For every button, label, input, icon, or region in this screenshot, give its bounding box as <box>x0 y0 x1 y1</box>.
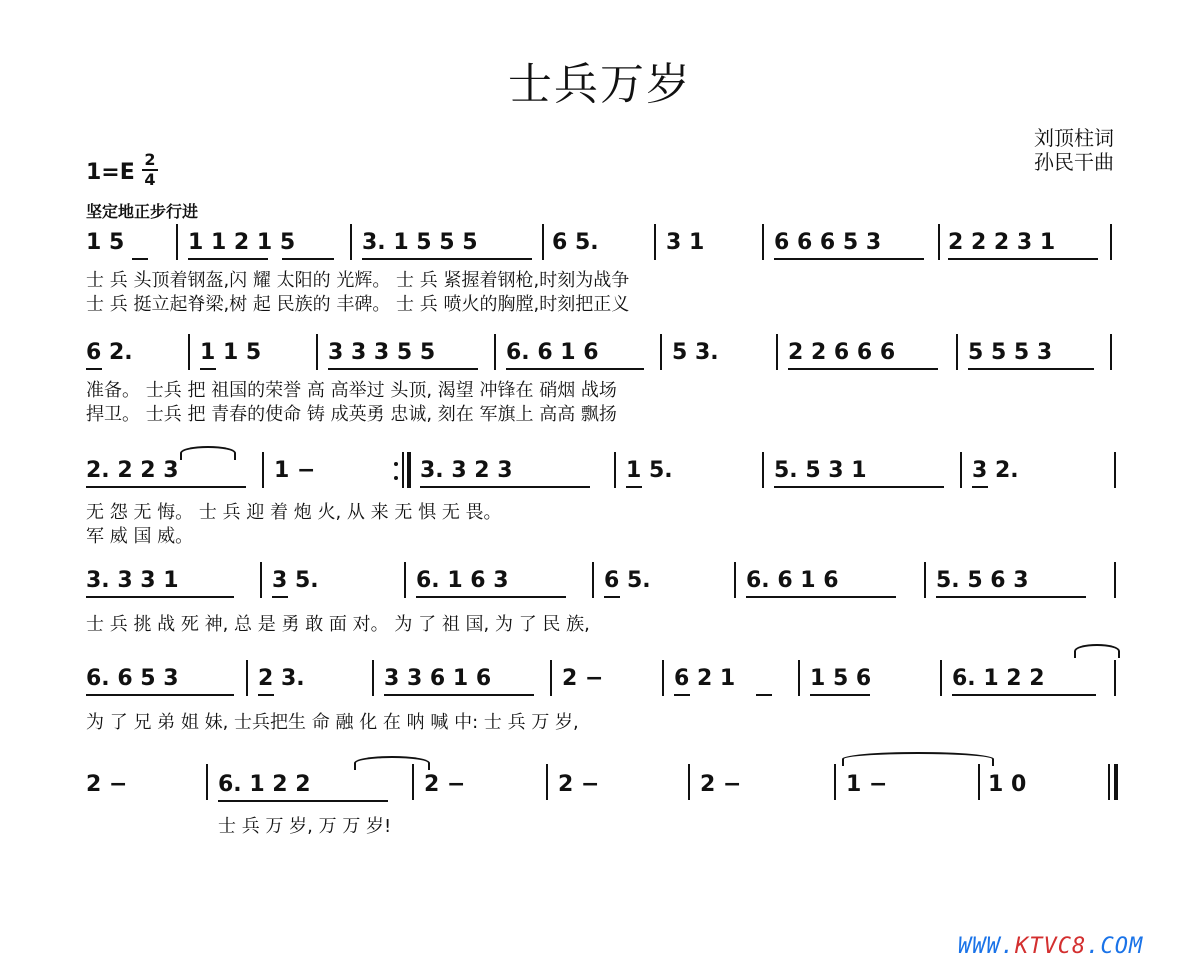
barline-thick <box>407 452 411 488</box>
tie-slur <box>842 752 994 766</box>
underline <box>132 258 148 260</box>
barline <box>614 452 616 488</box>
barline <box>654 224 656 260</box>
final-barline-thick <box>1114 764 1118 800</box>
underline <box>774 258 924 260</box>
lyricist-credit: 刘顶柱词 <box>1034 126 1114 150</box>
barline <box>206 764 208 800</box>
time-numerator: 2 <box>142 151 158 171</box>
measure-notes: 6. 1 6 3 <box>416 568 509 593</box>
barline <box>956 334 958 370</box>
barline <box>246 660 248 696</box>
barline <box>546 764 548 800</box>
barline <box>550 660 552 696</box>
underline <box>972 486 988 488</box>
lyric-line-2: 军 威 国 威。 <box>86 526 194 547</box>
measure-notes: 6. 6 1 6 <box>746 568 839 593</box>
tie-slur <box>180 446 236 460</box>
underline <box>416 596 566 598</box>
lyric-line-1: 士 兵 头顶着钢盔,闪 耀 太阳的 光辉。 士 兵 紧握着钢枪,时刻为战争 <box>86 270 630 291</box>
measure-notes: 6 6 6 5 3 <box>774 230 882 255</box>
barline <box>660 334 662 370</box>
measure-notes: 1 1 5 <box>200 340 262 365</box>
time-denominator: 4 <box>144 170 156 189</box>
measure-notes: 6. 1 2 2 <box>952 666 1045 691</box>
barline <box>316 334 318 370</box>
underline <box>218 800 388 802</box>
barline <box>372 660 374 696</box>
underline <box>948 258 1098 260</box>
measure-notes: 1 5. <box>626 458 673 483</box>
underline <box>774 486 944 488</box>
underline <box>86 486 246 488</box>
underline <box>200 368 216 370</box>
measure-notes: 3 3 6 1 6 <box>384 666 492 691</box>
measure-notes: 6. 6 1 6 <box>506 340 599 365</box>
barline <box>798 660 800 696</box>
barline <box>734 562 736 598</box>
measure-notes: 2 − <box>86 772 128 797</box>
underline <box>952 694 1096 696</box>
underline <box>626 486 642 488</box>
watermark-site: KTVC8 <box>1014 934 1087 959</box>
underline <box>86 694 234 696</box>
underline <box>674 694 690 696</box>
measure-notes: 2 3. <box>258 666 305 691</box>
lyric-line-2: 捍卫。 士兵 把 青春的使命 铸 成英勇 忠诚, 刻在 军旗上 高高 飘扬 <box>86 404 617 425</box>
barline <box>776 334 778 370</box>
measure-notes: 1 − <box>846 772 888 797</box>
barline <box>260 562 262 598</box>
barline <box>404 562 406 598</box>
underline <box>328 368 478 370</box>
measure-notes: 3 5. <box>272 568 319 593</box>
underline <box>282 258 334 260</box>
underline <box>788 368 938 370</box>
tempo-marking: 坚定地正步行进 <box>86 202 199 221</box>
measure-notes: 3. 1 5 5 5 <box>362 230 478 255</box>
underline <box>86 368 102 370</box>
measure-notes: 5 3. <box>672 340 719 365</box>
underline <box>506 368 644 370</box>
underline <box>272 596 288 598</box>
lyric-line-1: 士 兵 万 岁, 万 万 岁! <box>218 816 392 837</box>
measure-notes: 6 2 1 <box>674 666 736 691</box>
watermark-prefix: WWW. <box>958 934 1015 959</box>
barline <box>402 452 404 488</box>
measure-notes: 5 5 5 3 <box>968 340 1053 365</box>
measure-notes: 3. 3 3 1 <box>86 568 179 593</box>
lyric-line-1: 士 兵 挑 战 死 神, 总 是 勇 敢 面 对。 为 了 祖 国, 为 了 民 族, <box>86 614 590 635</box>
underline <box>188 258 268 260</box>
measure-notes: 2 − <box>558 772 600 797</box>
barline <box>1114 452 1116 488</box>
barline <box>1114 562 1116 598</box>
measure-notes: 2 − <box>424 772 466 797</box>
site-watermark <box>958 934 1143 959</box>
lyric-line-1: 为 了 兄 弟 姐 妹, 士兵把生 命 融 化 在 呐 喊 中: 士 兵 万 岁, <box>86 712 579 733</box>
underline <box>810 694 870 696</box>
time-signature <box>142 151 158 189</box>
measure-notes: 1 0 <box>988 772 1027 797</box>
tie-slur <box>354 756 430 770</box>
measure-notes: 6 2. <box>86 340 133 365</box>
measure-notes: 3 1 <box>666 230 705 255</box>
barline <box>176 224 178 260</box>
barline <box>494 334 496 370</box>
barline <box>262 452 264 488</box>
barline <box>542 224 544 260</box>
underline <box>746 596 896 598</box>
barline <box>834 764 836 800</box>
barline <box>662 660 664 696</box>
barline <box>1110 224 1112 260</box>
measure-notes: 1 1 2 1 5 <box>188 230 296 255</box>
underline <box>420 486 590 488</box>
song-title: 士兵万岁 <box>508 59 692 110</box>
underline <box>258 694 274 696</box>
barline <box>592 562 594 598</box>
measure-notes: 5. 5 3 1 <box>774 458 867 483</box>
measure-notes: 3 2. <box>972 458 1019 483</box>
measure-notes: 5. 5 6 3 <box>936 568 1029 593</box>
measure-notes: 2 − <box>700 772 742 797</box>
barline <box>1110 334 1112 370</box>
measure-notes: 2 − <box>562 666 604 691</box>
underline <box>936 596 1086 598</box>
barline <box>350 224 352 260</box>
barline <box>1114 660 1116 696</box>
measure-notes: 3. 3 2 3 <box>420 458 513 483</box>
underline <box>756 694 772 696</box>
underline <box>86 596 234 598</box>
barline <box>762 224 764 260</box>
measure-notes: 1 5 6 <box>810 666 872 691</box>
underline <box>604 596 620 598</box>
lyric-line-1: 准备。 士兵 把 祖国的荣誉 高 高举过 头顶, 渴望 冲锋在 硝烟 战场 <box>86 380 617 401</box>
measure-notes: 6 5. <box>552 230 599 255</box>
measure-notes: 6. 1 2 2 <box>218 772 311 797</box>
lyric-line-2: 士 兵 挺立起脊梁,树 起 民族的 丰碑。 士 兵 喷火的胸膛,时刻把正义 <box>86 294 630 315</box>
barline <box>960 452 962 488</box>
barline <box>978 764 980 800</box>
barline <box>924 562 926 598</box>
final-barline <box>1108 764 1110 800</box>
tie-slur <box>1074 644 1120 658</box>
measure-notes: 2. 2 2 3 <box>86 458 179 483</box>
measure-notes: 6 5. <box>604 568 651 593</box>
key-signature: 1=E <box>86 160 135 185</box>
measure-notes: 1 5 <box>86 230 125 255</box>
barline <box>762 452 764 488</box>
measure-notes: 3 3 3 5 5 <box>328 340 436 365</box>
underline <box>362 258 532 260</box>
watermark-suffix: .COM <box>1086 934 1144 959</box>
underline <box>968 368 1094 370</box>
measure-notes: 2 2 2 3 1 <box>948 230 1056 255</box>
barline <box>940 660 942 696</box>
lyric-line-1: 无 怨 无 悔。 士 兵 迎 着 炮 火, 从 来 无 惧 无 畏。 <box>86 502 502 523</box>
measure-notes: 1 − <box>274 458 316 483</box>
barline <box>188 334 190 370</box>
underline <box>384 694 534 696</box>
barline <box>938 224 940 260</box>
composer-credit: 孙民干曲 <box>1034 150 1114 174</box>
measure-notes: 2 2 6 6 6 <box>788 340 896 365</box>
measure-notes: 6. 6 5 3 <box>86 666 179 691</box>
barline <box>688 764 690 800</box>
